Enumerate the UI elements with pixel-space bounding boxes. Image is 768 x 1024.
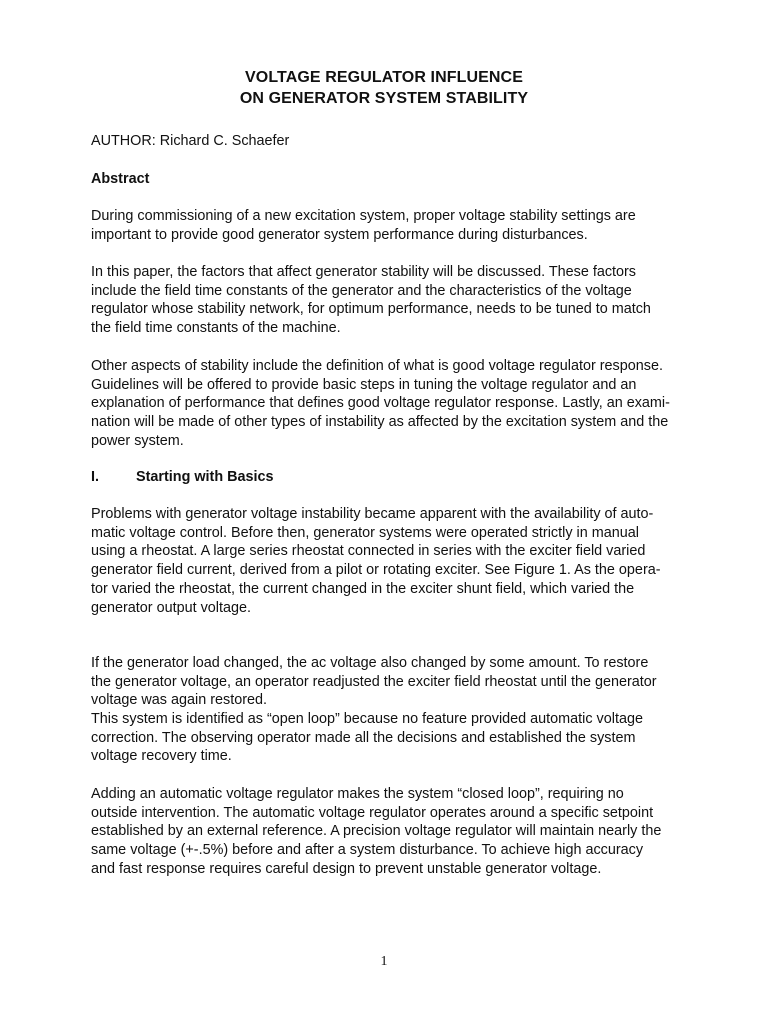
- text-line: using a rheostat. A large series rheostat connected in series with the exciter field varied: [91, 543, 646, 560]
- text-line: nation will be made of other types of instability as affected by the excitation system and the: [91, 414, 669, 431]
- text-line: Guidelines will be offered to provide basic steps in tuning the voltage regulator and an: [91, 376, 637, 393]
- text-line: outside intervention. The automatic voltage regulator operates around a specific setpoint: [91, 804, 654, 821]
- text-line: same voltage (+-.5%) before and after a system disturbance. To achieve high accuracy: [91, 842, 644, 859]
- text-line: regulator whose stability network, for optimum performance, needs to be tuned to match: [91, 301, 651, 318]
- section-heading: [91, 468, 274, 487]
- text-line: the field time constants of the machine.: [91, 320, 341, 337]
- text-line: explanation of performance that defines good voltage regulator response. Lastly, an exami-: [91, 395, 670, 412]
- text-line: generator output voltage.: [91, 599, 252, 616]
- text-line: matic voltage control. Before then, generator systems were operated strictly in manual: [91, 524, 639, 541]
- section-number: I.: [91, 469, 99, 485]
- section-paragraph-3: [91, 710, 686, 766]
- page-number: 1: [380, 954, 388, 969]
- author-line: AUTHOR: Richard C. Schaefer: [91, 133, 290, 149]
- section-paragraph-4: [91, 785, 686, 879]
- text-line: generator field current, derived from a pilot or rotating exciter. See Figure 1. As the opera-: [91, 562, 661, 579]
- text-line: the generator voltage, an operator readjusted the exciter field rheostat until the generator: [91, 673, 657, 690]
- paper-title: [0, 67, 768, 109]
- text-line: Other aspects of stability include the definition of what is good voltage regulator response.: [91, 358, 663, 374]
- text-line: established by an external reference. A precision voltage regulator will maintain nearly the: [91, 823, 662, 840]
- text-line: voltage was again restored.: [91, 692, 267, 709]
- text-line: correction. The observing operator made all the decisions and established the system: [91, 729, 636, 746]
- text-line: voltage recovery time.: [91, 748, 232, 765]
- text-line: important to provide good generator system performance during disturbances.: [91, 226, 588, 243]
- text-line: In this paper, the factors that affect generator stability will be discussed. These factors: [91, 264, 637, 280]
- text-line: power system.: [91, 432, 184, 449]
- text-line: include the field time constants of the generator and the characteristics of the voltage: [91, 282, 632, 299]
- abstract-paragraph-2: [91, 263, 686, 338]
- section-paragraph-1: [91, 505, 686, 617]
- text-line: During commissioning of a new excitation system, proper voltage stability settings are: [91, 208, 636, 224]
- section-title: Starting with Basics: [136, 469, 274, 485]
- text-line: tor varied the rheostat, the current changed in the exciter shunt field, which varied the: [91, 580, 635, 597]
- section-paragraph-2: [91, 654, 686, 710]
- abstract-paragraph-1: [91, 207, 686, 244]
- abstract-heading: Abstract: [91, 171, 150, 187]
- text-line: This system is identified as “open loop” because no feature provided automatic voltage: [91, 711, 643, 727]
- text-line: Adding an automatic voltage regulator makes the system “closed loop”, requiring no: [91, 786, 624, 802]
- title-line-1: VOLTAGE REGULATOR INFLUENCE: [245, 69, 523, 86]
- text-line: If the generator load changed, the ac voltage also changed by some amount. To restore: [91, 655, 649, 671]
- text-line: Problems with generator voltage instability became apparent with the availability of auto-: [91, 506, 654, 522]
- text-line: and fast response requires careful design to prevent unstable generator voltage.: [91, 860, 602, 877]
- title-line-2: ON GENERATOR SYSTEM STABILITY: [239, 90, 529, 107]
- abstract-paragraph-3: [91, 357, 686, 451]
